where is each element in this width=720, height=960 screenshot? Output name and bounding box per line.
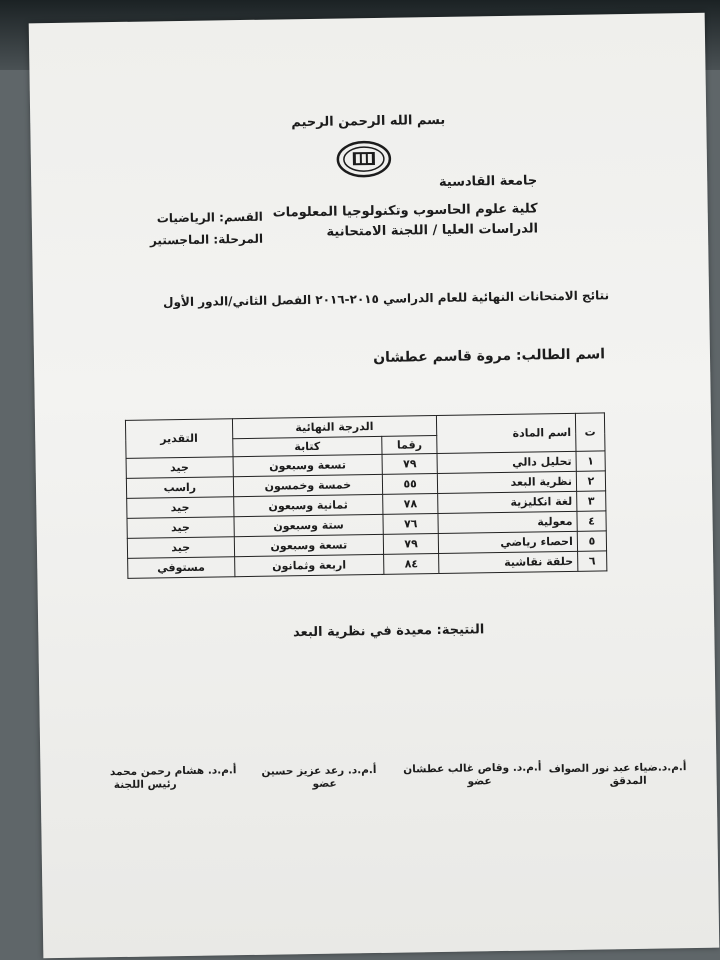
university-name: جامعة القادسية: [438, 173, 538, 190]
row-number: ١: [576, 451, 605, 471]
graduate-office: الدراسات العليا / اللجنة الامتحانية: [326, 221, 539, 240]
row-subject: معولية: [438, 511, 577, 533]
grades-table: [125, 412, 607, 579]
stage: المرحلة: الماجستير: [149, 231, 264, 248]
results-document: [29, 13, 720, 959]
row-number: ٥: [577, 531, 606, 551]
signature-name: أ.م.د. رعد عزيز حسين: [261, 763, 377, 778]
university-seal-icon: [336, 140, 393, 179]
row-rating: جيد: [127, 517, 234, 539]
results-title: نتائج الامتحانات النهائية للعام الدراسي ٢٠١٥-٢٠١٦ الفصل الثاني/الدور الأول: [163, 288, 610, 310]
row-number: ٢: [576, 471, 605, 491]
header-words: كتابة: [232, 436, 382, 456]
signature-chair: [110, 764, 237, 791]
signature-role: عضو: [312, 777, 337, 791]
signature-name: أ.م.د. هشام رحمن محمد: [109, 764, 237, 779]
signature-role: رئيس اللجنة: [113, 778, 177, 792]
header-number: ت: [575, 413, 605, 451]
row-rating: جيد: [127, 537, 234, 559]
row-number: ٤: [577, 511, 606, 531]
outcome: النتيجة: معيدة في نظرية البعد: [292, 622, 485, 641]
header-rating: التقدير: [125, 419, 232, 459]
row-words: تسعة وسبعون: [233, 454, 383, 476]
signature-role: عضو: [467, 775, 492, 788]
signature-auditor: [549, 761, 687, 788]
college-name: كلية علوم الحاسوب وتكنولوجيا المعلومات: [272, 201, 538, 221]
signature-member-2: [261, 764, 376, 791]
signature-member-1: [403, 761, 542, 788]
row-words: ستة وسبعون: [234, 514, 384, 536]
basmala: بسم الله الرحمن الرحيم: [291, 112, 446, 131]
signature-name: أ.م.د. وقاص غالب عطشان: [403, 761, 542, 776]
row-digits: ٧٦: [383, 513, 438, 534]
row-rating: جيد: [127, 497, 234, 519]
row-rating: راسب: [126, 477, 233, 499]
signature-role: المدقق: [609, 774, 647, 788]
row-number: ٣: [577, 491, 606, 511]
row-number: ٦: [577, 551, 606, 571]
header-digits: رقما: [382, 436, 437, 455]
row-words: خمسة وخمسون: [233, 474, 383, 496]
row-subject: حلقة نقاشية: [439, 551, 578, 573]
student-name: اسم الطالب: مروة قاسم عطشان: [373, 346, 606, 366]
row-words: اربعة وثمانون: [234, 554, 384, 576]
row-subject: لغة انكليزية: [438, 491, 577, 513]
department: القسم: الرياضيات: [156, 209, 263, 226]
row-rating: مستوفي: [128, 557, 235, 579]
row-rating: جيد: [126, 457, 233, 479]
row-words: ثمانية وسبعون: [233, 494, 383, 516]
header-subject: اسم المادة: [437, 413, 576, 453]
row-digits: ٥٥: [383, 474, 438, 495]
signature-name: أ.م.د.ضياء عبد نور الصواف: [548, 761, 687, 776]
row-subject: نظرية البعد: [437, 471, 576, 493]
row-digits: ٧٨: [383, 494, 438, 515]
header-final-grade: الدرجة النهائية: [232, 416, 437, 439]
row-words: تسعة وسبعون: [234, 534, 384, 556]
row-subject: تحليل دالي: [437, 451, 576, 473]
row-subject: احصاء رياضي: [438, 531, 577, 553]
row-digits: ٧٩: [383, 533, 438, 554]
row-digits: ٧٩: [382, 454, 437, 475]
row-digits: ٨٤: [384, 553, 439, 574]
